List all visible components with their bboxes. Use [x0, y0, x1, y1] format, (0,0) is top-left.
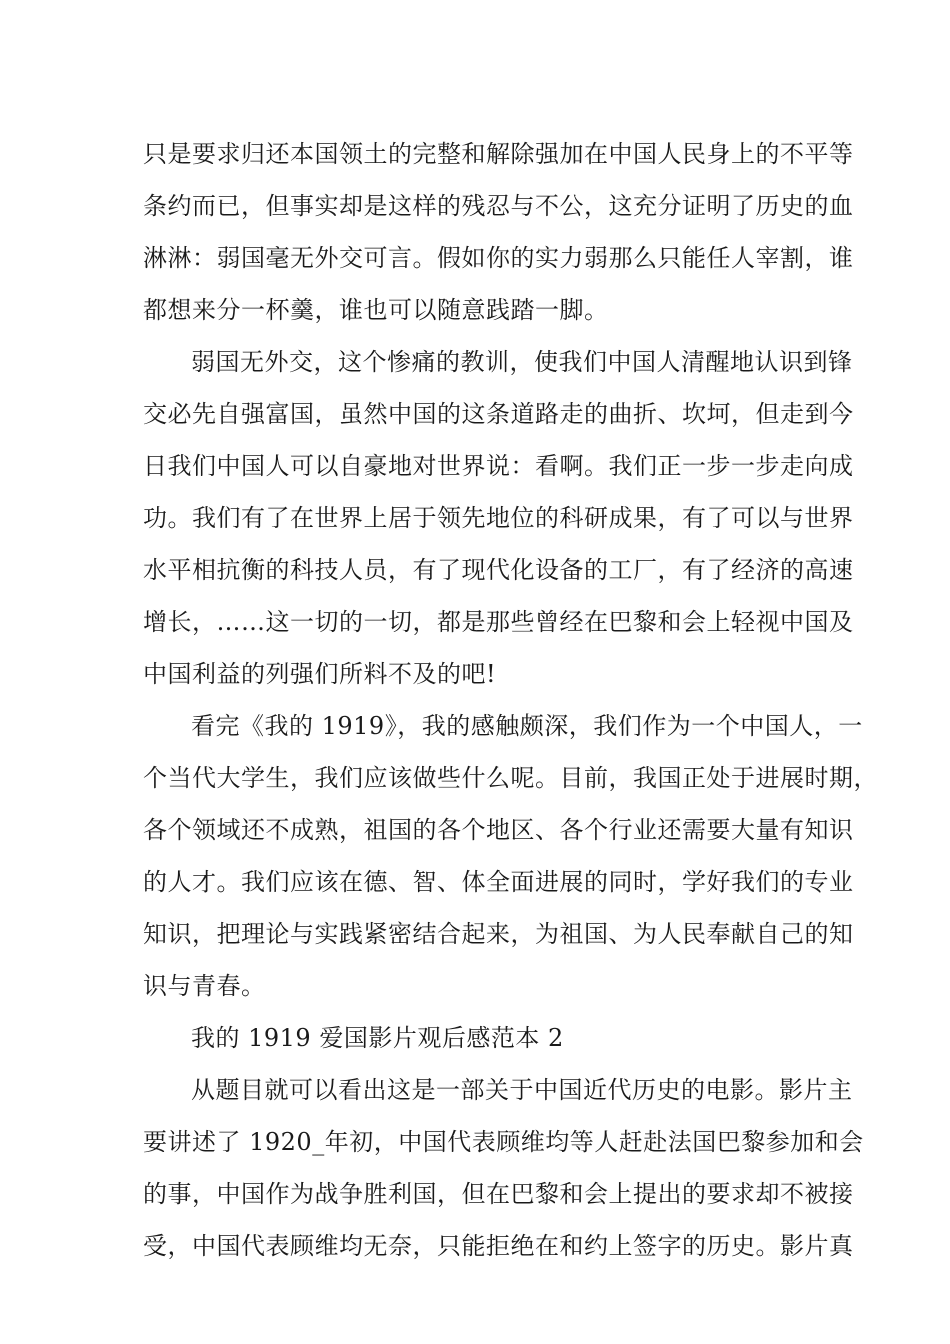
text-line: 中国利益的列强们所料不及的吧! [143, 660, 497, 688]
text-line: 的事，中国作为战争胜利国，但在巴黎和会上提出的要求却不被接 [143, 1180, 854, 1208]
text-line: 都想来分一杯羹，谁也可以随意践踏一脚。 [143, 296, 609, 324]
section-heading: 我的 1919 爱国影片观后感范本 2 [191, 1024, 564, 1052]
text-line: 条约而已，但事实却是这样的残忍与不公，这充分证明了历史的血 [143, 192, 854, 220]
text-line: 增长，……这一切的一切，都是那些曾经在巴黎和会上轻视中国及 [143, 608, 854, 636]
text-line: 受，中国代表顾维均无奈，只能拒绝在和约上签字的历史。影片真 [143, 1232, 854, 1260]
paragraph-first-line: 弱国无外交，这个惨痛的教训，使我们中国人清醒地认识到锋 [191, 348, 853, 376]
paragraph-first-line: 从题目就可以看出这是一部关于中国近代历史的电影。影片主 [191, 1076, 853, 1104]
text-line: 淋淋：弱国毫无外交可言。假如你的实力弱那么只能任人宰割，谁 [143, 244, 854, 272]
text-line: 要讲述了 1920_年初，中国代表顾维均等人赶赴法国巴黎参加和会 [143, 1128, 864, 1156]
text-line: 识与青春。 [143, 972, 266, 1000]
paragraph-first-line: 看完《我的 1919》，我的感触颇深，我们作为一个中国人，一 [191, 712, 863, 740]
text-line: 个当代大学生，我们应该做些什么呢。目前，我国正处于进展时期， [143, 764, 878, 792]
text-line: 各个领域还不成熟，祖国的各个地区、各个行业还需要大量有知识 [143, 816, 854, 844]
document-body [143, 128, 878, 1272]
text-line: 的人才。我们应该在德、智、体全面进展的同时，学好我们的专业 [143, 868, 854, 896]
text-line: 知识，把理论与实践紧密结合起来，为祖国、为人民奉献自己的知 [143, 920, 854, 948]
text-line: 只是要求归还本国领土的完整和解除强加在中国人民身上的不平等 [143, 140, 854, 168]
text-line: 交必先自强富国，虽然中国的这条道路走的曲折、坎坷，但走到今 [143, 400, 854, 428]
text-line: 日我们中国人可以自豪地对世界说：看啊。我们正一步一步走向成 [143, 452, 854, 480]
text-line: 功。我们有了在世界上居于领先地位的科研成果，有了可以与世界 [143, 504, 854, 532]
text-line: 水平相抗衡的科技人员，有了现代化设备的工厂，有了经济的高速 [143, 556, 854, 584]
